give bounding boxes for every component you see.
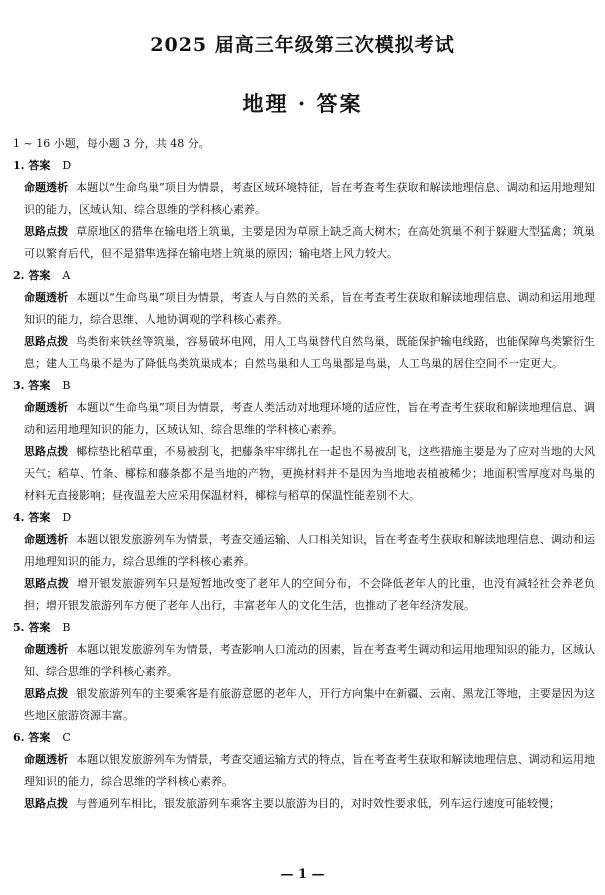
question-block xyxy=(11,617,595,727)
analysis-paragraph xyxy=(11,639,595,683)
question-list xyxy=(11,155,595,815)
question-block xyxy=(11,265,595,375)
analysis-paragraph xyxy=(11,749,595,793)
hint-text: 与普通列车相比，银发旅游列车乘客主要以旅游为目的，对时效性要求低，列车运行速度可能较慢； xyxy=(76,797,560,810)
analysis-paragraph xyxy=(11,397,595,441)
hint-paragraph xyxy=(11,573,595,617)
hint-label: 思路点拨 xyxy=(24,577,70,590)
analysis-text: 本题以银发旅游列车为情景，考查交通运输方式的特点，旨在考查考生获取和解读地理信息、调动和运用地理知识的能力，综合思维的学科核心素养。 xyxy=(24,753,596,788)
answer-content xyxy=(11,133,595,815)
question-block xyxy=(11,507,595,617)
answer-letter: C xyxy=(62,731,71,744)
answer-line xyxy=(11,375,595,397)
exam-title: 2025 届高三年级第三次模拟考试 xyxy=(150,34,455,56)
analysis-paragraph xyxy=(11,529,595,573)
analysis-text: 本题以银发旅游列车为情景，考查影响人口流动的因素，旨在考查考生调动和运用地理知识的能力，区域认知、综合思维的学科核心素养。 xyxy=(24,643,596,678)
hint-label: 思路点拨 xyxy=(24,335,69,348)
answer-line xyxy=(11,265,595,287)
answer-label: 3. 答案 xyxy=(13,379,51,392)
analysis-label: 命题透析 xyxy=(24,291,69,304)
analysis-text: 本题以“生命鸟巢”项目为情景，考查区域环境特征，旨在考查考生获取和解读地理信息、调动和运用地理知识的能力，区域认知、综合思维的学科核心素养。 xyxy=(24,181,595,216)
answer-label: 5. 答案 xyxy=(13,621,51,634)
hint-paragraph xyxy=(11,683,595,727)
answer-letter: D xyxy=(62,159,72,172)
answer-line xyxy=(11,727,595,749)
analysis-label: 命题透析 xyxy=(24,401,69,414)
analysis-text: 本题以“生命鸟巢”项目为情景，考查人与自然的关系，旨在考查考生获取和解读地理信息、调动和运用地理知识的能力，综合思维、人地协调观的学科核心素养。 xyxy=(24,291,595,326)
hint-paragraph xyxy=(11,331,595,375)
answer-label: 4. 答案 xyxy=(13,511,51,524)
analysis-label: 命题透析 xyxy=(24,181,69,194)
hint-label: 思路点拨 xyxy=(24,687,69,700)
hint-label: 思路点拨 xyxy=(24,445,69,458)
answer-letter: D xyxy=(62,511,72,524)
answer-label: 6. 答案 xyxy=(13,731,51,744)
page-number: — 1 — xyxy=(280,867,325,882)
hint-text: 银发旅游列车的主要乘客是有旅游意愿的老年人，开行方向集中在新疆、云南、黑龙江等地，主要是因为这些地区旅游资源丰富。 xyxy=(24,687,596,722)
answer-line xyxy=(11,617,595,639)
answer-label: 2. 答案 xyxy=(13,269,51,282)
hint-text: 草原地区的猎隼在输电塔上筑巢，主要是因为草原上缺乏高大树木；在高处筑巢不利于躲避大型猛禽；筑巢可以繁育后代，但不是猎隼选择在输电塔上筑巢的原因；输电塔上风力较大。 xyxy=(24,225,596,260)
exam-subtitle: 地理 · 答案 xyxy=(242,91,363,116)
analysis-paragraph xyxy=(11,177,595,221)
analysis-label: 命题透析 xyxy=(24,643,69,656)
answer-letter: A xyxy=(62,269,71,282)
answer-letter: B xyxy=(62,379,71,392)
question-block xyxy=(11,727,595,815)
analysis-label: 命题透析 xyxy=(24,753,69,766)
answer-line xyxy=(11,155,595,177)
section-intro: 1 ~ 16 小题，每小题 3 分，共 48 分。 xyxy=(13,137,210,150)
answer-letter: B xyxy=(62,621,71,634)
answer-line xyxy=(11,507,595,529)
hint-text: 椰棕垫比稻草重，不易被刮飞，把藤条牢牢绑扎在一起也不易被刮飞，这些措施主要是为了应对当地的大风天气；稻草、竹条、椰棕和藤条都不是当地的产物，更换材料并不是因为当地地表植被稀少；地面积雪厚度对鸟巢的材料无直接影响；昼夜温差大应采用保温材料，椰棕与稻草的保温性能差别不大。 xyxy=(24,445,596,502)
answer-label: 1. 答案 xyxy=(13,159,51,172)
question-block xyxy=(11,155,595,265)
hint-paragraph xyxy=(11,221,595,265)
analysis-text: 本题以“生命鸟巢”项目为情景，考查人类活动对地理环境的适应性，旨在考查考生获取和解读地理信息、调动和运用地理知识的能力，区域认知、综合思维的学科核心素养。 xyxy=(24,401,595,436)
hint-paragraph xyxy=(11,793,595,815)
hint-text: 增开银发旅游列车只是短暂地改变了老年人的空间分布，不会降低老年人的比重，也没有减轻社会养老负担；增开银发旅游列车方便了老年人出行，丰富老年人的文化生活，也推动了老年经济发展。 xyxy=(24,577,595,612)
question-block xyxy=(11,375,595,507)
analysis-text: 本题以银发旅游列车为情景，考查交通运输、人口相关知识，旨在考查考生获取和解读地理信息、调动和运用地理知识的能力，综合思维的学科核心素养。 xyxy=(24,533,596,568)
hint-label: 思路点拨 xyxy=(24,225,69,238)
hint-paragraph xyxy=(11,441,595,507)
analysis-label: 命题透析 xyxy=(24,533,69,546)
analysis-paragraph xyxy=(11,287,595,331)
hint-text: 鸟类衔来铁丝等筑巢，容易破坏电网，用人工鸟巢替代自然鸟巢，既能保护输电线路，也能保障鸟类繁衍生息；建人工鸟巢不是为了降低鸟类筑巢成本；自然鸟巢和人工鸟巢都是鸟巢，人工鸟巢的居住空间不一定更大。 xyxy=(24,335,596,370)
hint-label: 思路点拨 xyxy=(24,797,68,810)
